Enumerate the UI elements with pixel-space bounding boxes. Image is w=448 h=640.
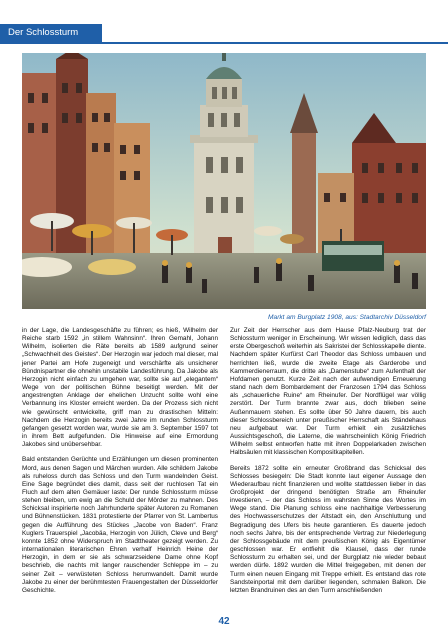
article-column-right	[230, 327, 426, 602]
article-paragraph: Bereits 1872 sollte ein erneuter Großbrand das Schicksal des Schlosses besiegeln: Die Stadt konnte laut eigener Aussage den Wiederaufbau nicht finanzieren und wollte stattdessen lieber in das Großprojekt der dringend benötigten Straße am Rheinufer investieren, – der das Schloss im wahrsten Sinne des Wortes im Wege stand. Die Planung schloss eine nachhaltige Verbesserung des Hochwasserschutzes der Altstadt ein, den Anschluttung und Begradigung des Ufers bis heute garantieren. Es dauerte jedoch noch sechs Jahre, bis der entsprechende Vertrag zur Niederlegung der Schlossgebäude mit dem preußischen König als Eigentümer geschlossen war. Er entfiehlt die Klausel, dass der runde Schlossturm zu erhalten sei, und der Burgplatz nie wieder bebaut werden dürfe. 1892 wurden die Mittel freigegeben, mit denen der Turm einen neuen Eingang mit Treppe erhielt. Es entstand das rote Sandsteinportal mit dem darüber liegenden, schmalen Balkon. Die letzten Brandruinen des an den Turm anschließenden	[230, 464, 426, 594]
title-divider	[0, 42, 448, 44]
photo-caption: Markt am Burgplatz 1908, aus: Stadtarchiv Düsseldorf	[268, 314, 426, 321]
article-column-left	[22, 327, 218, 602]
photo-illustration	[22, 53, 426, 309]
article-paragraph: Bald entstanden Gerüchte und Erzählungen um diesen prominenten Mord, aus denen Sagen und Märchen wurden. Alle schildern Jakobe als ruheloss durch das Schloss und den Turm wandelnden Geist. Eine Sage begründet dies damit, dass seit der ruchlosen Tat ein Fluch auf dem alten Gemäuer laste: Der runde Schlossturm müsse stehen bleiben, um ewig an die Schuld der Mörder zu mahnen. Des Schicksal inspirierte noch Jahrhunderte später Autoren zu Romanen und Bühnenstücken. 1831 protestierte der Pfarrer von St. Lambertus gegen die Aufführung des Stückes „Jacobe von Baden“. Franz Kuglers Trauerspiel „Jacobäa, Herzogin von Jülich, Cleve und Berg“ konnte 1852 ohne Widerspruch im Stadttheater gezeigt werden. Zu internationalen literarischen Ehren verhalf Heinrich Heine der Herzogin, in dem er sie als schwarzseidene Dame ohne Kopf beschrieb, die nachts mit langer rauschender Schleppe im – zu seiner Zeit – verwüsteten Schloss herumwandelt. Damit wurde Jakobe zu einer der berühmtesten Frauengestalten der Düsseldorfer Geschichte.	[22, 456, 218, 594]
page-number: 42	[218, 616, 230, 627]
historic-photo-burgplatz	[22, 53, 426, 309]
article-paragraph: Zur Zeit der Herrscher aus dem Hause Pfalz-Neuburg trat der Schlossturm weniger in Erscheinung. Wir wissen lediglich, dass das erste Obergeschoß weiterhin als Sakristei der Schlosskapelle diente. Nachdem später Kurfürst Carl Theodor das Schloss umbauen und herrichten ließ, wurde die zweite Etage als Garderobe und Kammerdienerraum, die dritte als „Damenstube“ zum Aufenthalt der Hofdamen genutzt. Kurze Zeit nach der aufwendigen Erneuerung stand nach dem Bombardement der Franzosen 1794 das Schloss als „schauerliche Ruine“ am Rheinufer. Der Nordflügel war völlig zerstört. Der Turm brannte zwar aus, doch blieben seine Außenmauern stehen. Es sollte über 50 Jahre dauern, bis auch dieser Schlossbereich unter preußischer Herrschaft als Ständehaus neu aufgebaut war. Der Turm erhielt ein zusätzliches Aussichtsgeschoß, die Laterne, die wahrscheinlich König Friedrich Wilhelm selbst entworfen hatte mit ihren Doppelarkaden zwischen Halbsäulen mit klassischen Kompositkapitellen.	[230, 327, 426, 457]
section-title-tab	[0, 24, 102, 42]
article-paragraph: in der Lage, die Landesgeschäfte zu führen; es hieß, Wilhelm der Reiche starb 1592 „in stillem Wahnsinn“. Ihren Gemahl, Johann Wilhelm, isolierten die Räte bereits ab 1589 aufgrund seiner „Schwachheit des Geistes“. Der Herzogin war jedoch mal dieser, mal jener Partei am Hofe zugeneigt und verschärfte als unsicherer Bündnispartner die ohnehin unstabile Landesführung. Da Jakobe als Herzogin nicht einfach zu umgehen war, sollte sie auf „elegantem“ Wege von der politischen Bühne beseitigt werden. Mit der angestrengten Anklage der ehelichen Unzucht sollte wohl eine Verbannung ins Kloster erreicht werden. Da der Prozess sich nicht wie gewünscht entwickelte, griff man zu drastischen Mitteln: Nachdem die Herzogin bereits zwei Jahre im runden Schlossturm gefangen gesetzt worden war, wurde sie am 3. September 1597 tot in ihrem Bett aufgefunden. Die Hinweise auf eine Ermordung Jakobes sind unübersehbar.	[22, 327, 218, 449]
section-title: Der Schlossturm	[8, 27, 79, 38]
